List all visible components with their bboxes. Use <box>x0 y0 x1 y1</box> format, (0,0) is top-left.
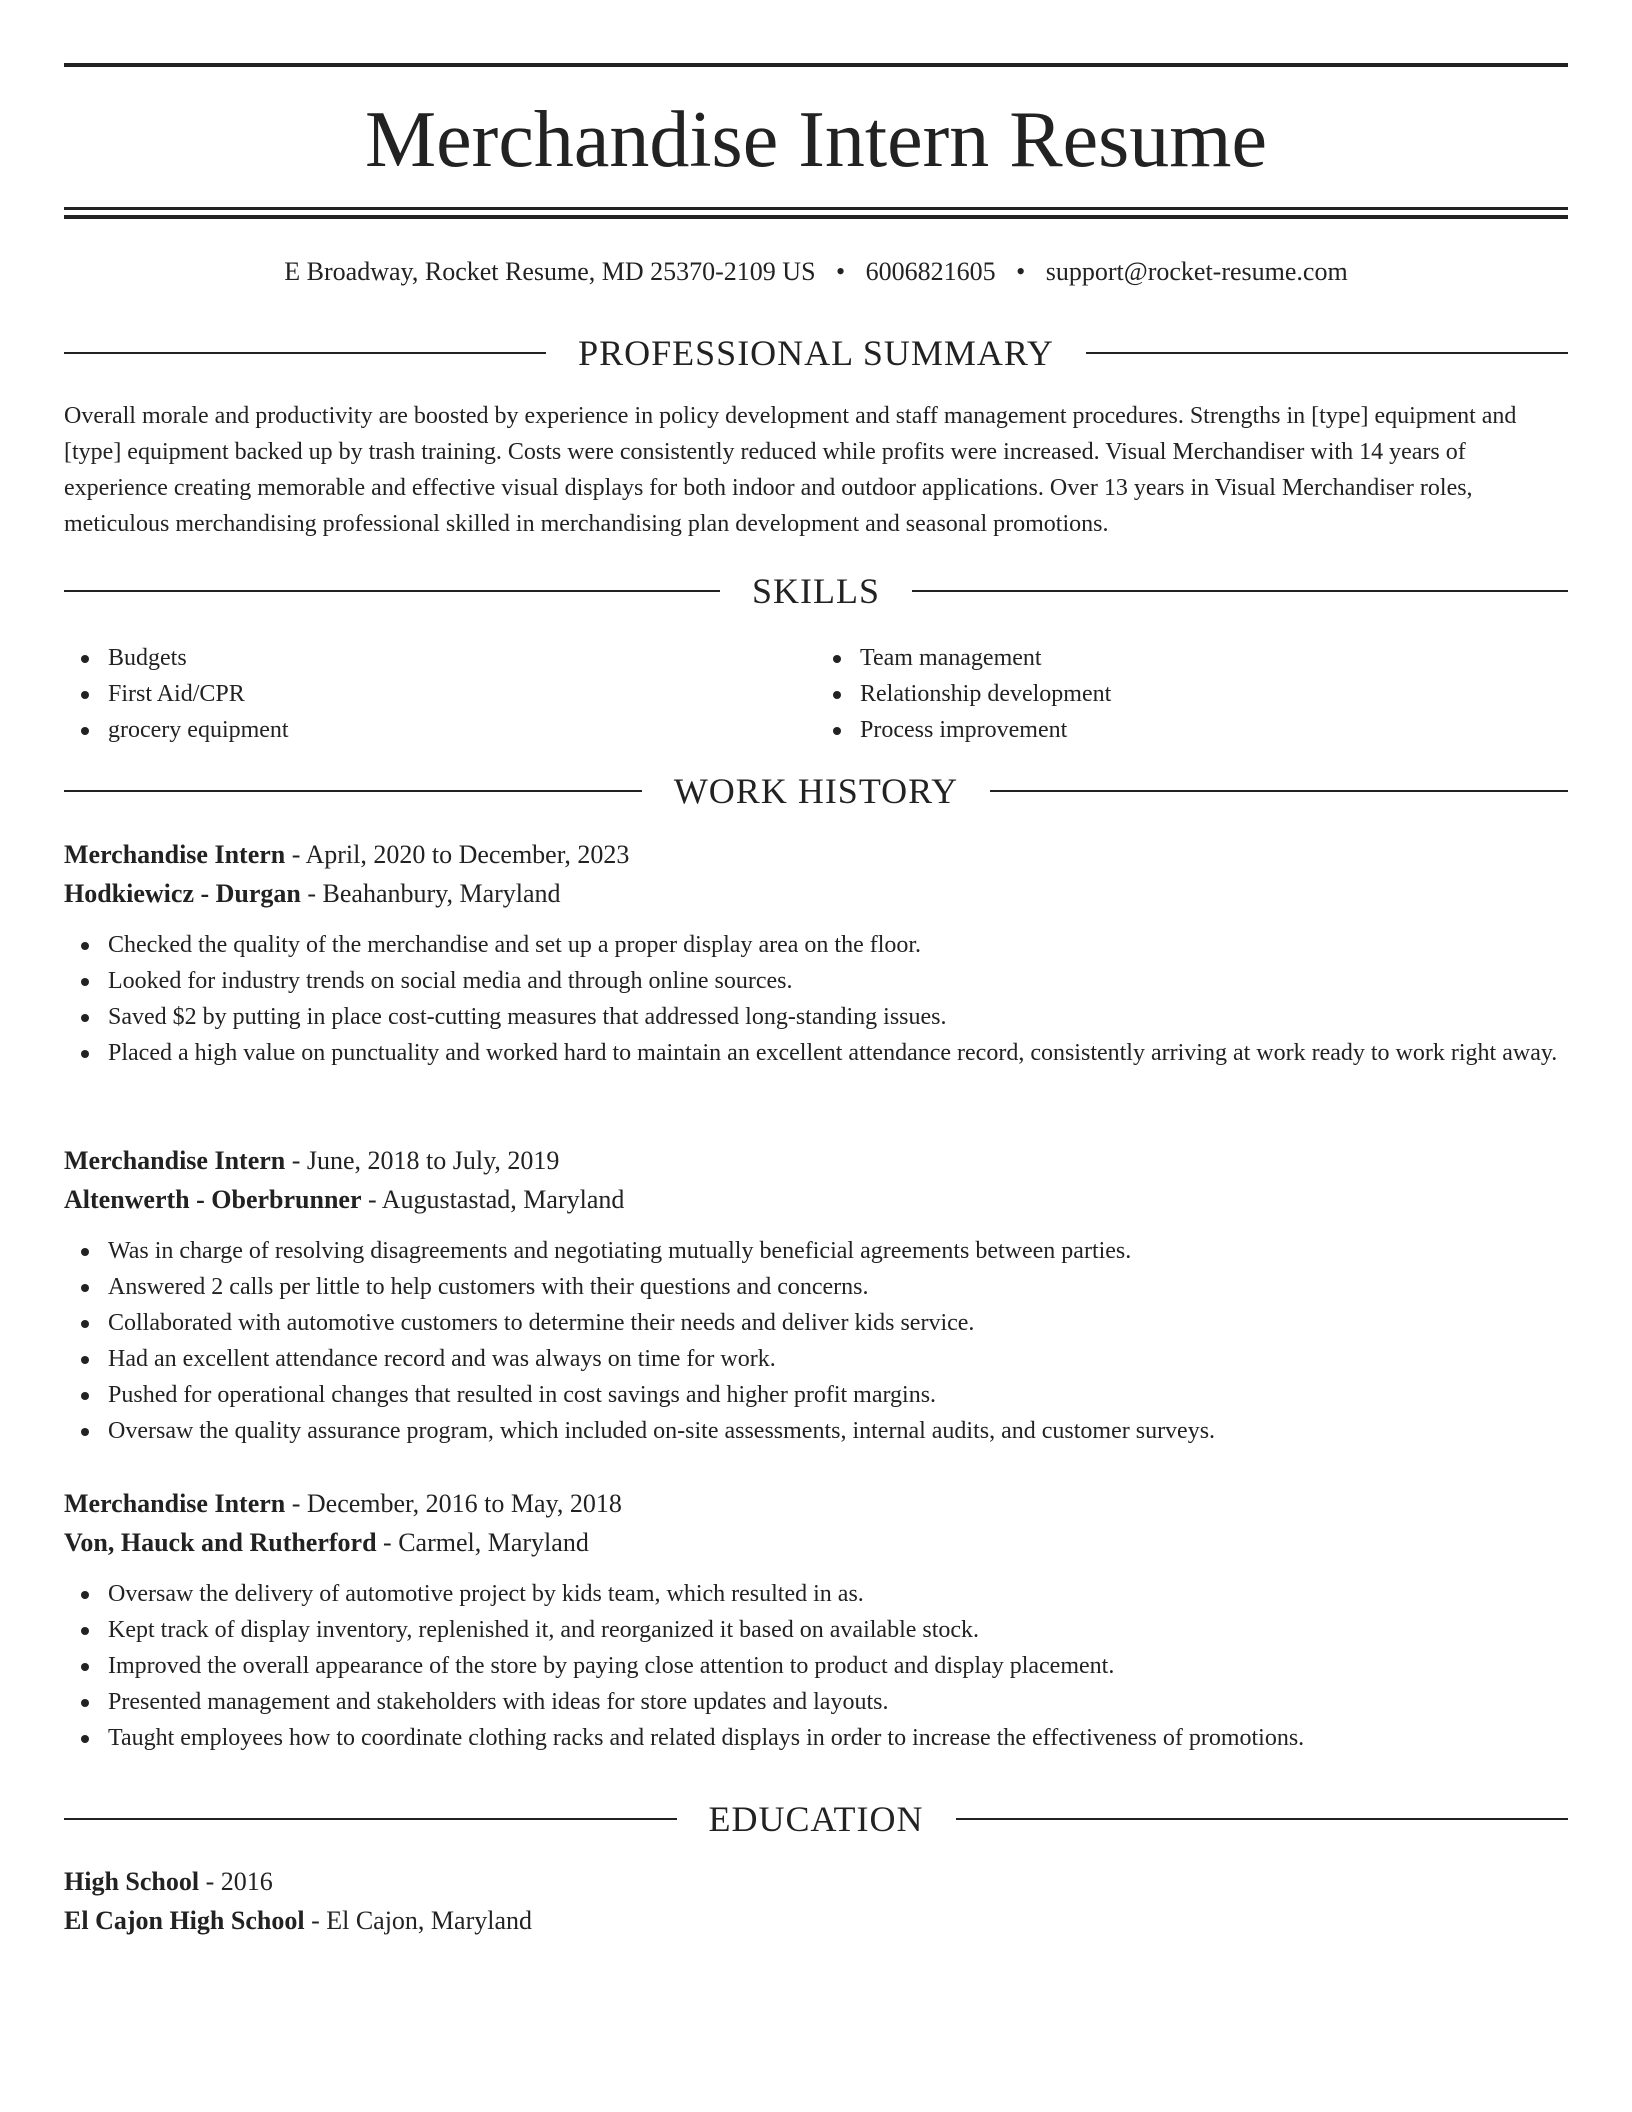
section-header-work-history <box>64 767 1568 815</box>
job-title: Merchandise Intern <box>64 840 286 869</box>
section-title: WORK HISTORY <box>673 771 959 811</box>
job-title-line <box>64 835 1568 874</box>
job-bullet: Presented management and stakeholders with ideas for store updates and layouts. <box>64 1684 1568 1720</box>
job-bullets <box>64 1576 1568 1756</box>
job-location: - Beahanbury, Maryland <box>300 879 561 908</box>
contact-separator: • <box>836 257 846 286</box>
job-bullets <box>64 1233 1568 1449</box>
section-title: PROFESSIONAL SUMMARY <box>578 333 1054 373</box>
job-company-line <box>64 1523 1568 1562</box>
section-rule <box>64 590 720 592</box>
job-company-line <box>64 874 1568 913</box>
job-title: Merchandise Intern <box>64 1489 286 1518</box>
section-rule <box>990 790 1568 792</box>
job-title-line <box>64 1484 1568 1523</box>
contact-email[interactable]: support@rocket-resume.com <box>1045 257 1348 286</box>
skill-item: Relationship development <box>816 676 1568 712</box>
job-bullet: Answered 2 calls per little to help customers with their questions and concerns. <box>64 1269 1568 1305</box>
job-location: - Augustastad, Maryland <box>361 1185 625 1214</box>
job-bullet: Kept track of display inventory, replenished it, and reorganized it based on available stock. <box>64 1612 1568 1648</box>
job-company-line <box>64 1180 1568 1219</box>
contact-line <box>64 254 1568 290</box>
skills-column-left <box>64 640 816 748</box>
education-school-line <box>64 1901 1568 1940</box>
skills-column-right <box>816 640 1568 748</box>
contact-separator: • <box>1016 257 1026 286</box>
job-title-line <box>64 1141 1568 1180</box>
job-bullet: Looked for industry trends on social media and through online sources. <box>64 963 1568 999</box>
job-bullet: Saved $2 by putting in place cost-cutting measures that addressed long-standing issues. <box>64 999 1568 1035</box>
section-rule <box>956 1818 1569 1820</box>
top-rule <box>64 63 1568 67</box>
job-bullet: Was in charge of resolving disagreements and negotiating mutually beneficial agreements between parties. <box>64 1233 1568 1269</box>
section-rule <box>1086 352 1568 354</box>
job-bullet: Pushed for operational changes that resulted in cost savings and higher profit margins. <box>64 1377 1568 1413</box>
education-degree-line <box>64 1862 1568 1901</box>
section-title: EDUCATION <box>708 1799 924 1839</box>
section-title: SKILLS <box>752 571 881 611</box>
job-bullet: Oversaw the delivery of automotive project by kids team, which resulted in as. <box>64 1576 1568 1612</box>
job-entry <box>64 835 1568 1071</box>
title-double-rule <box>64 207 1568 219</box>
education-degree: High School <box>64 1867 200 1896</box>
section-rule <box>64 1818 677 1820</box>
job-bullet: Collaborated with automotive customers to determine their needs and deliver kids service. <box>64 1305 1568 1341</box>
job-bullet: Improved the overall appearance of the store by paying close attention to product and display placement. <box>64 1648 1568 1684</box>
job-bullet: Placed a high value on punctuality and worked hard to maintain an excellent attendance record, consistently arriving at work ready to work right away. <box>64 1035 1568 1071</box>
job-dates: - June, 2018 to July, 2019 <box>285 1146 560 1175</box>
education-year: - 2016 <box>199 1867 273 1896</box>
job-bullet: Had an excellent attendance record and was always on time for work. <box>64 1341 1568 1377</box>
job-company: Altenwerth - Oberbrunner <box>64 1185 362 1214</box>
job-dates: - December, 2016 to May, 2018 <box>285 1489 622 1518</box>
contact-address: E Broadway, Rocket Resume, MD 25370-2109 US <box>284 257 816 286</box>
skill-item: Process improvement <box>816 712 1568 748</box>
section-header-education <box>64 1795 1568 1843</box>
job-bullets <box>64 927 1568 1071</box>
summary-text: Overall morale and productivity are boosted by experience in policy development and staff management procedures. Strengths in [type] equipment and [type] equipment backed up by trash training. Costs were consistently reduced while profits were increased. Visual Merchandiser with 14 years of experience creating memorable and effective visual displays for both indoor and outdoor applications. Over 13 years in Visual Merchandiser roles, meticulous merchandising professional skilled in merchandising plan development and seasonal promotions. <box>64 403 1517 537</box>
job-dates: - April, 2020 to December, 2023 <box>285 840 630 869</box>
job-title: Merchandise Intern <box>64 1146 286 1175</box>
job-bullet: Taught employees how to coordinate clothing racks and related displays in order to increase the effectiveness of promotions. <box>64 1720 1568 1756</box>
skill-item: grocery equipment <box>64 712 816 748</box>
job-location: - Carmel, Maryland <box>376 1528 589 1557</box>
section-rule <box>64 352 546 354</box>
contact-phone: 6006821605 <box>865 257 996 286</box>
education-school: El Cajon High School <box>64 1906 305 1935</box>
skills-list <box>64 640 1568 748</box>
section-header-summary <box>64 329 1568 377</box>
skill-item: Budgets <box>64 640 816 676</box>
job-entry <box>64 1141 1568 1449</box>
section-rule <box>64 790 642 792</box>
job-bullet: Oversaw the quality assurance program, which included on-site assessments, internal audits, and customer surveys. <box>64 1413 1568 1449</box>
job-bullet: Checked the quality of the merchandise and set up a proper display area on the floor. <box>64 927 1568 963</box>
section-rule <box>912 590 1568 592</box>
education-location: - El Cajon, Maryland <box>304 1906 533 1935</box>
skill-item: Team management <box>816 640 1568 676</box>
education-entry <box>64 1862 1568 1940</box>
skill-item: First Aid/CPR <box>64 676 816 712</box>
resume-title: Merchandise Intern Resume <box>365 96 1267 184</box>
job-company: Von, Hauck and Rutherford <box>64 1528 377 1557</box>
job-entry <box>64 1484 1568 1756</box>
section-header-skills <box>64 567 1568 615</box>
job-company: Hodkiewicz - Durgan <box>64 879 301 908</box>
